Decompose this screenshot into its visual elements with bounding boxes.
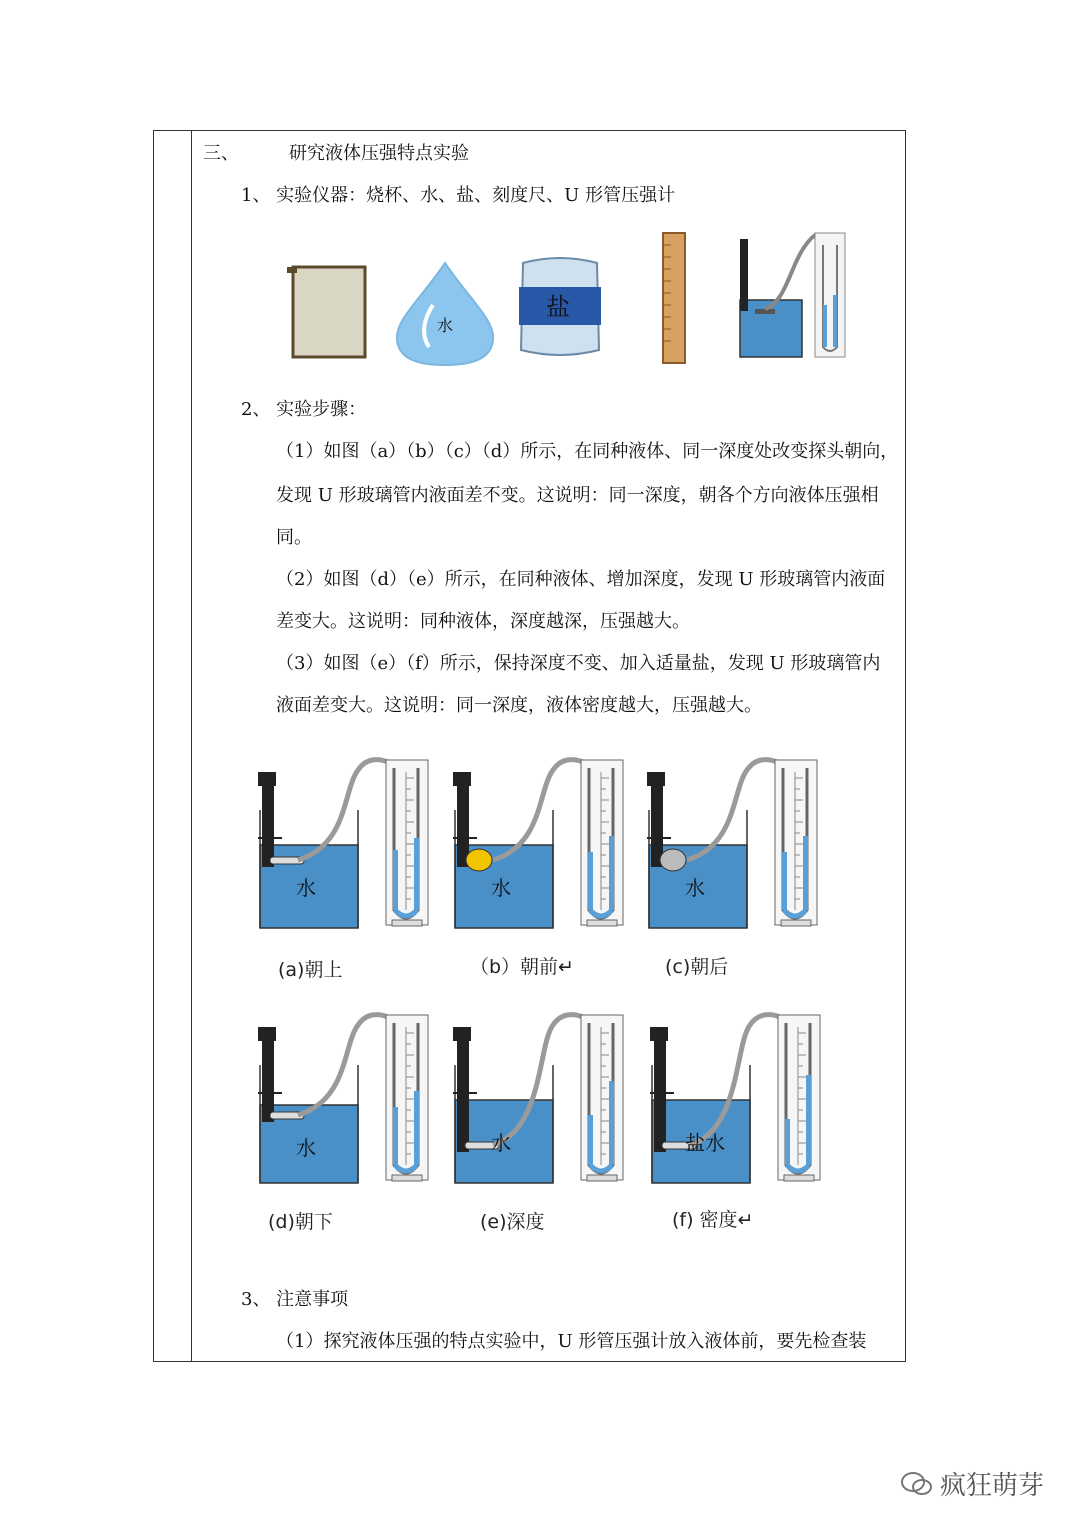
manometer-figure (258, 750, 433, 935)
manometer-figure (453, 750, 628, 935)
probe-rod (457, 772, 469, 867)
u-tube-board (778, 1015, 820, 1180)
figure-caption: （b）朝前↵ (470, 956, 574, 978)
manometer-figure (453, 1005, 628, 1190)
section-title: 研究液体压强特点实验 (289, 143, 469, 164)
ruler-icon (663, 233, 685, 363)
section-number: 三、 (203, 143, 239, 164)
figure-caption: (e)深度 (480, 1211, 545, 1233)
step-line: 发现 U 形玻璃管内液面差不变。这说明：同一深度，朝各个方向液体压强相 (276, 485, 879, 506)
svg-text:水: 水 (437, 316, 454, 335)
watermark-text: 疯狂萌芽 (939, 1471, 1044, 1501)
step-line: 同。 (276, 527, 312, 548)
liquid-label: 水 (685, 876, 705, 900)
figure-caption: (d)朝下 (268, 1211, 333, 1233)
figure-caption: (c)朝后 (665, 956, 729, 978)
manometer-figure (258, 1005, 433, 1190)
manometer-icon (740, 233, 845, 357)
beaker-icon (287, 267, 365, 357)
manometer-figure (647, 750, 822, 935)
step-line: 差变大。这说明：同种液体，深度越深，压强越大。 (276, 611, 690, 632)
probe-rod (262, 772, 274, 867)
liquid-label: 水 (491, 876, 511, 900)
step-line: （1）如图（a）（b）（c）（d）所示，在同种液体、同一深度处改变探头朝向， (276, 441, 899, 462)
instruments-heading: 1、 实验仪器：烧杯、水、盐、刻度尺、U 形管压强计 (241, 185, 676, 206)
watermark (900, 1465, 1044, 1502)
step-line: （3）如图（e）（f）所示，保持深度不变、加入适量盐，发现 U 形玻璃管内 (276, 653, 881, 674)
u-tube-board (581, 1015, 623, 1180)
probe-rod (457, 1027, 469, 1152)
svg-text:盐: 盐 (546, 293, 570, 321)
liquid-label: 水 (491, 1131, 511, 1155)
liquid-label: 水 (296, 876, 316, 900)
figure-caption: (a)朝上 (278, 959, 343, 981)
step-line: （2）如图（d）（e）所示，在同种液体、增加深度，发现 U 形玻璃管内液面 (276, 569, 886, 590)
salt-bag-icon (519, 258, 601, 355)
u-tube-board (386, 760, 428, 925)
probe-rod (262, 1027, 274, 1122)
water-drop-icon (397, 263, 493, 365)
liquid-label: 水 (296, 1136, 316, 1160)
step-line: 液面差变大。这说明：同一深度，液体密度越大，压强越大。 (276, 695, 762, 716)
probe-head (466, 849, 492, 871)
probe-rod (654, 1027, 666, 1152)
u-tube-board (775, 760, 817, 925)
section-heading (203, 142, 469, 166)
wechat-icon (900, 1470, 934, 1498)
figure-caption: (f) 密度↵ (672, 1209, 754, 1231)
u-tube-board (581, 760, 623, 925)
probe-rod (651, 772, 663, 867)
probe-head (660, 849, 686, 871)
u-tube-board (386, 1015, 428, 1180)
liquid-label: 盐水 (685, 1131, 725, 1155)
notes-heading: 3、 注意事项 (241, 1289, 349, 1310)
manometer-figure (650, 1005, 825, 1190)
instruments-illustration (285, 225, 875, 370)
table-column-divider (191, 130, 192, 1362)
rubber-hose (298, 1015, 388, 1115)
notes-line: （1）探究液体压强的特点实验中，U 形管压强计放入液体前，要先检查装 (276, 1331, 867, 1352)
steps-heading: 2、 实验步骤： (241, 399, 367, 420)
